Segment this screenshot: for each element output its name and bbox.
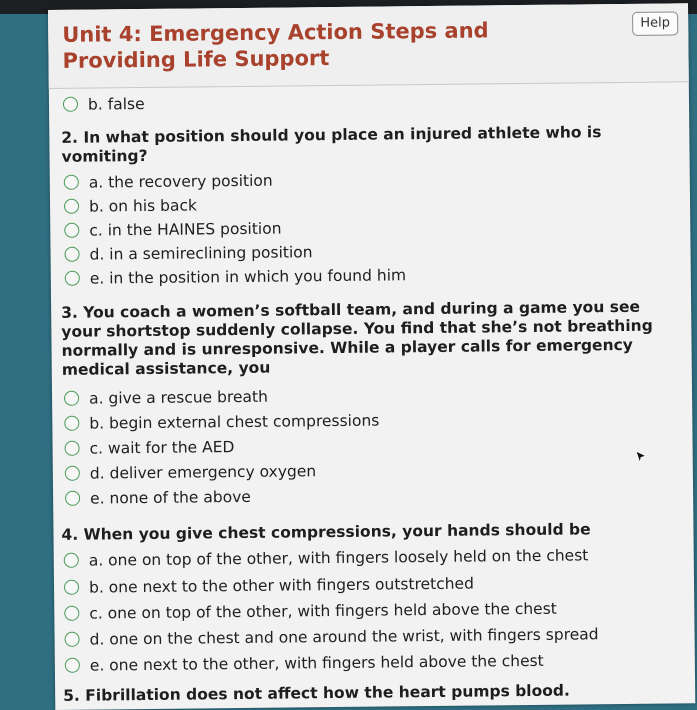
title-line-1: Unit 4: Emergency Action Steps and <box>62 18 489 47</box>
radio-button[interactable] <box>64 391 79 406</box>
radio-button[interactable] <box>65 658 80 673</box>
q1-option-b[interactable]: b. false <box>63 93 145 116</box>
radio-button[interactable] <box>65 271 80 286</box>
radio-button[interactable] <box>64 247 79 262</box>
radio-button[interactable] <box>63 97 78 112</box>
q3-option-c[interactable]: c. wait for the AED <box>64 436 234 460</box>
radio-button[interactable] <box>64 606 79 621</box>
question-4-text: 4. When you give chest compressions, your hands should be <box>61 520 591 544</box>
q4-option-d[interactable]: d. one on the chest and one around the wrist, with fingers spread <box>64 623 598 651</box>
radio-button[interactable] <box>65 466 80 481</box>
radio-button[interactable] <box>65 632 80 647</box>
quiz-screen <box>48 3 695 710</box>
page-title <box>62 17 543 74</box>
question-2-text: 2. In what position should you place an injured athlete who is vomiting? <box>61 123 602 166</box>
question-5-text: 5. Fibrillation does not affect how the heart pumps blood. <box>63 681 570 705</box>
radio-button[interactable] <box>64 199 79 214</box>
q2-option-c[interactable]: c. in the HAINES position <box>64 218 281 242</box>
q3-option-d[interactable]: d. deliver emergency oxygen <box>65 460 317 485</box>
q4-option-c[interactable]: c. one on top of the other, with fingers held above the chest <box>64 598 557 625</box>
radio-button[interactable] <box>64 553 79 568</box>
radio-button[interactable] <box>64 175 79 190</box>
title-line-2: Providing Life Support <box>62 46 330 73</box>
q2-option-e[interactable]: e. in the position in which you found him <box>65 264 406 290</box>
q4-option-b[interactable]: b. one next to the other with fingers outstretched <box>64 573 474 599</box>
q4-option-e[interactable]: e. one next to the other, with fingers held above the chest <box>65 650 544 677</box>
q3-option-e[interactable]: e. none of the above <box>65 486 251 510</box>
question-3-text: 3. You coach a women’s softball team, and during a game you see your shortstop suddenly collapse. You find that she’s not breathing normally and is unresponsive. While a player calls for emergency medical assistance, you <box>61 297 653 379</box>
q2-option-a[interactable]: a. the recovery position <box>64 170 273 194</box>
radio-button[interactable] <box>65 491 80 506</box>
radio-button[interactable] <box>64 223 79 238</box>
q4-option-a[interactable]: a. one on top of the other, with fingers loosely held on the chest <box>64 544 589 571</box>
q2-option-b[interactable]: b. on his back <box>64 194 197 217</box>
mouse-cursor-icon <box>634 449 648 467</box>
radio-button[interactable] <box>64 580 79 595</box>
q2-option-d[interactable]: d. in a semireclining position <box>64 241 312 266</box>
q3-option-b[interactable]: b. begin external chest compressions <box>64 410 379 435</box>
radio-button[interactable] <box>65 441 80 456</box>
help-button[interactable]: Help <box>632 11 678 35</box>
radio-button[interactable] <box>64 416 79 431</box>
q3-option-a[interactable]: a. give a rescue breath <box>64 386 268 410</box>
quiz-header <box>48 3 689 89</box>
